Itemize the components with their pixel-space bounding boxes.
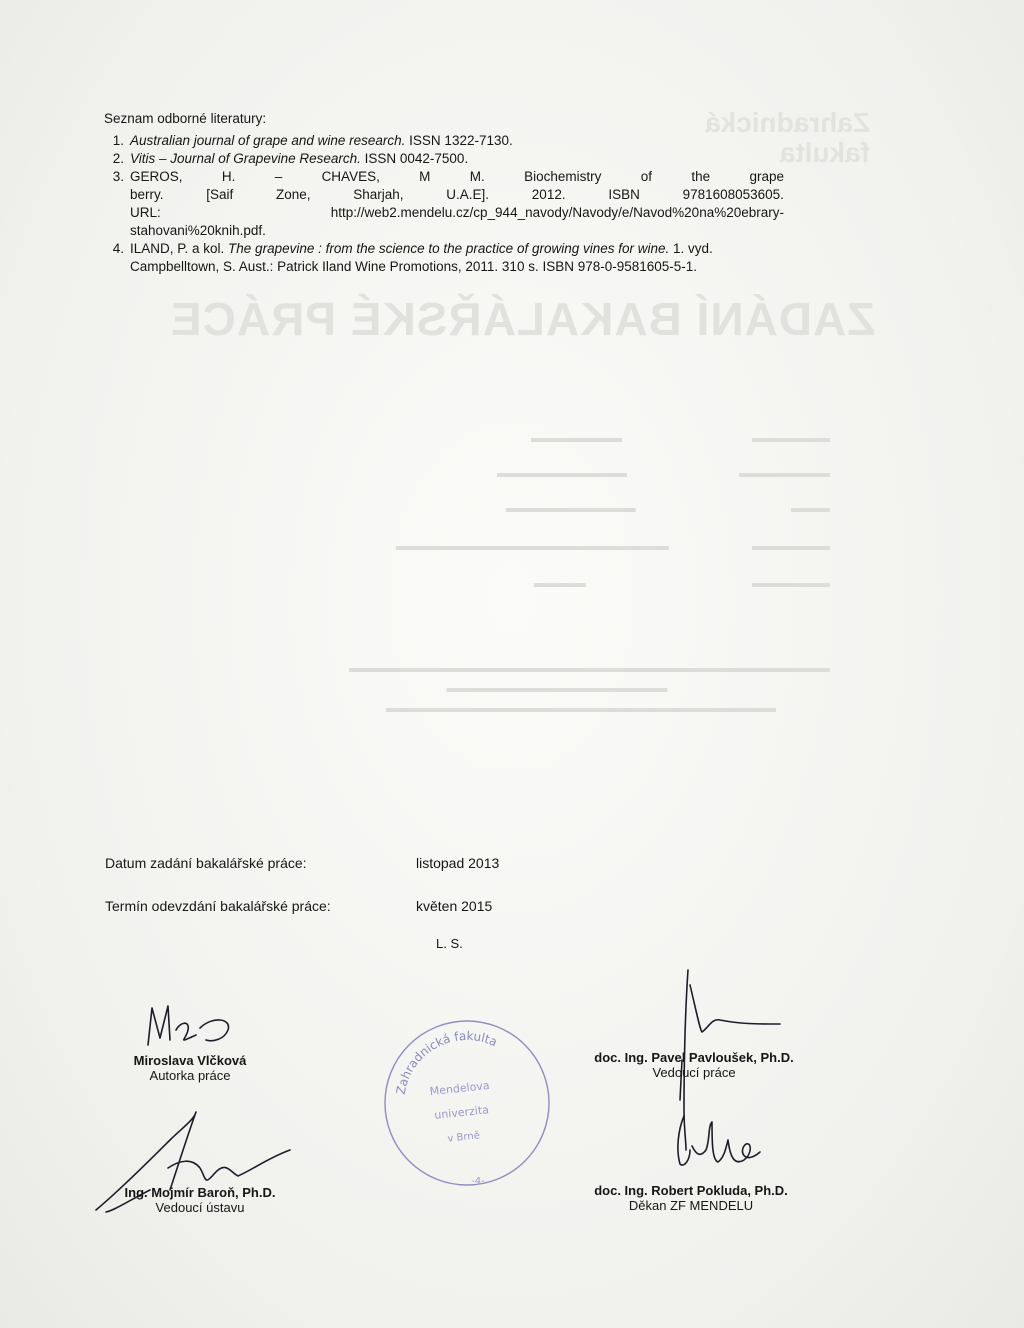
literature-heading: Seznam odborné literatury: — [104, 111, 267, 126]
faculty-stamp — [382, 1018, 552, 1188]
reference-word: – — [274, 169, 283, 184]
reference-number: 3. — [112, 169, 124, 184]
reference-word: U.A.E]. — [446, 187, 490, 202]
reference-number: 4. — [112, 241, 124, 256]
assigned-date-label: Datum zadání bakalářské práce: — [105, 855, 307, 871]
reference-line — [130, 204, 784, 222]
ghost-row: ▬▬▬▬▬▬▬ ▬▬▬▬▬▬▬▬▬▬ — [497, 465, 830, 480]
ghost-title: ZADÁNÍ BAKALÁŘSKÉ PRÁCE — [170, 293, 876, 345]
url-label: URL: — [130, 205, 161, 220]
reference-word: 2012. — [531, 187, 566, 202]
reference-word: of — [640, 169, 652, 184]
reference-word: H. — [221, 169, 236, 184]
dean-name: doc. Ing. Robert Pokluda, Ph.D. — [594, 1183, 788, 1198]
reference-word: the — [691, 169, 711, 184]
reference-word: Zone, — [276, 187, 311, 202]
stamp-line1: Mendelova — [429, 1078, 491, 1099]
author-role: Autorka práce — [149, 1068, 231, 1083]
reference-word: CHAVES, — [321, 169, 380, 184]
reference-word: [Saif — [206, 187, 234, 202]
stamp-ring-text: Zahradnická fakulta — [393, 1028, 500, 1096]
reference-item — [104, 240, 784, 276]
reference-url[interactable]: http://web2.mendelu.cz/cp_944_navody/Navody/e/Navod%20na%20ebrary- — [330, 205, 784, 220]
reference-line — [130, 168, 784, 186]
reference-item — [104, 150, 784, 168]
reference-word: berry. — [130, 187, 164, 202]
reference-details: ISSN 1322-7130. — [405, 133, 513, 148]
author-signature — [148, 1006, 229, 1045]
stamp-line2: univerzita — [433, 1103, 490, 1122]
reference-details: 1. vyd. Campbelltown, S. Aust.: Patrick Iland Wine Promotions, 2011. 310 s. ISBN 978-0-9581605-5-1. — [130, 241, 713, 274]
supervisor-signature-block — [564, 1050, 824, 1080]
locus-sigilli: L. S. — [436, 936, 463, 951]
reference-word: Biochemistry — [524, 169, 602, 184]
submit-date-label: Termín odevzdání bakalářské práce: — [105, 898, 331, 914]
ghost-row: ▬▬▬▬▬▬ ▬▬▬▬▬▬▬▬▬▬▬▬▬▬▬▬▬▬▬▬▬ — [395, 538, 830, 553]
reference-word: 9781608053605. — [682, 187, 784, 202]
dean-signature — [678, 1116, 760, 1165]
submit-date-value: květen 2015 — [416, 898, 493, 914]
reference-word: Sharjah, — [353, 187, 404, 202]
reference-title: The grapevine : from the science to the practice of growing vines for wine. — [228, 241, 670, 256]
reference-number: 1. — [112, 133, 124, 148]
ghost-row: ▬▬▬▬▬▬▬▬▬▬▬▬▬▬▬▬▬ — [446, 680, 830, 695]
reference-authors: ILAND, P. a kol. — [130, 241, 229, 256]
author-signature-block — [110, 1053, 270, 1083]
author-name: Miroslava Vlčková — [133, 1053, 247, 1068]
reference-word: ISBN — [608, 187, 640, 202]
ghost-row: ▬▬▬▬▬▬▬▬▬▬▬▬▬▬▬▬▬▬▬▬▬▬▬▬▬▬▬▬▬▬▬▬▬▬▬▬▬ — [349, 660, 830, 675]
ghost-row: ▬▬▬ ▬▬▬▬▬▬▬▬▬▬ — [505, 500, 830, 515]
reference-line — [130, 186, 784, 204]
literature-section — [104, 110, 784, 276]
reference-title: Australian journal of grape and wine research. — [130, 133, 406, 148]
reference-title: Vitis – Journal of Grapevine Research. — [130, 151, 361, 166]
reference-number: 2. — [112, 151, 124, 166]
reference-url-end[interactable]: stahovani%20knih.pdf. — [130, 223, 266, 238]
head-name: Ing. Mojmír Baroň, Ph.D. — [124, 1185, 276, 1200]
reference-item — [104, 132, 784, 150]
stamp-number: -4- — [471, 1176, 485, 1187]
reference-details: ISSN 0042-7500. — [360, 151, 469, 166]
ghost-row: ▬▬▬▬▬▬ ▬▬▬▬▬▬▬ — [530, 430, 830, 445]
dean-signature-block — [566, 1183, 816, 1213]
ghost-row: ▬▬▬▬▬▬▬▬▬▬▬▬▬▬▬▬▬▬▬▬▬▬▬▬▬▬▬▬▬▬ — [385, 700, 830, 715]
stamp-line3: v Brně — [447, 1130, 481, 1145]
reference-word: grape — [749, 169, 784, 184]
supervisor-name: doc. Ing. Pavel Pavloušek, Ph.D. — [594, 1050, 794, 1065]
ghost-logo: Zahradnická fakulta — [705, 107, 870, 168]
supervisor-role: Vedoucí práce — [652, 1065, 736, 1080]
reference-word: M. — [469, 169, 485, 184]
reference-word: GEROS, — [130, 169, 183, 184]
assigned-date-value: listopad 2013 — [416, 855, 500, 871]
head-role: Vedoucí ústavu — [155, 1200, 245, 1215]
ghost-row: ▬▬▬▬▬▬ ▬▬▬▬ — [533, 575, 830, 590]
reference-item — [104, 168, 784, 240]
dean-role: Děkan ZF MENDELU — [628, 1198, 754, 1213]
reference-word: M — [419, 169, 431, 184]
head-signature-block — [100, 1185, 300, 1215]
